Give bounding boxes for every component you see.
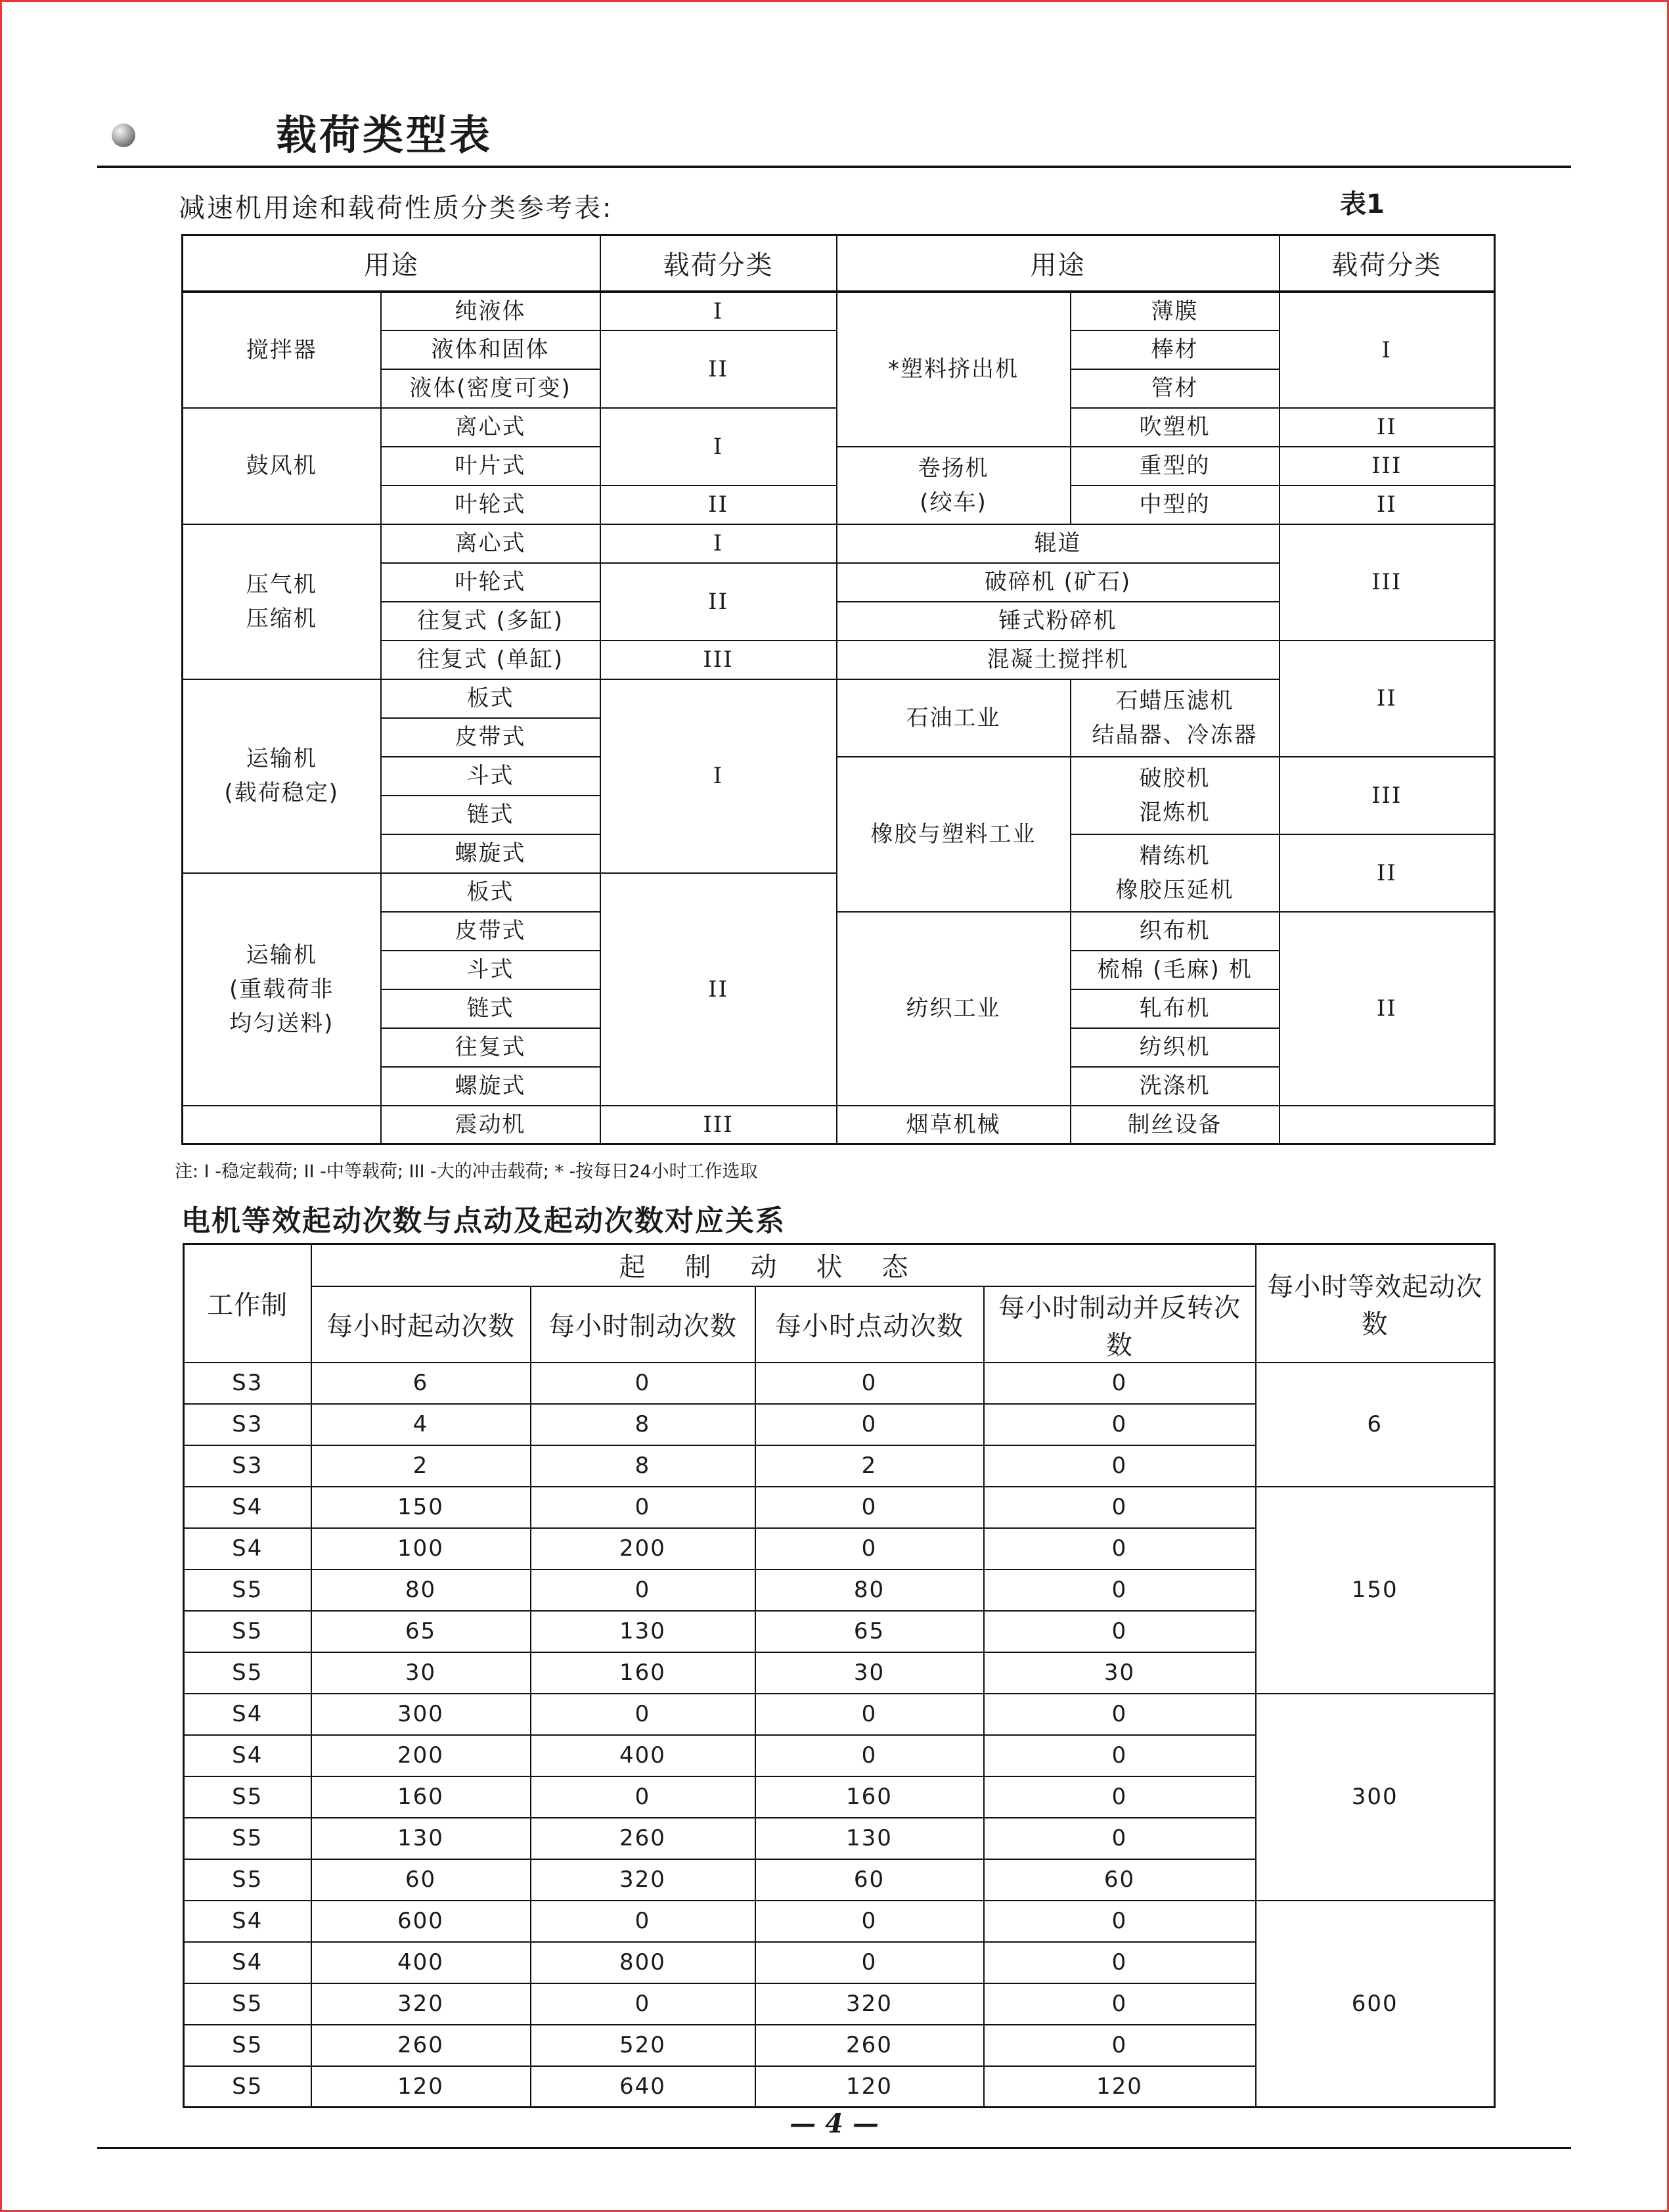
table-cell: 320 [531,1859,755,1901]
table-cell: 100 [311,1528,531,1569]
conveyor-stable-name: 运输机 (载荷稳定) [183,679,381,873]
load-class: II [600,563,837,641]
petro-items: 石蜡压滤机 结晶器、冷冻器 [1071,679,1280,757]
extruder-item: 管材 [1071,369,1280,408]
extruder-item: 棒材 [1071,330,1280,369]
table-cell: S3 [184,1445,311,1487]
load-class: II [1280,834,1495,912]
equivalent-cell: 300 [1256,1694,1495,1901]
table-cell: 65 [311,1611,531,1652]
table-cell: S4 [184,1528,311,1569]
table-cell: S5 [184,1983,311,2025]
mixer-item: 液体和固体 [381,330,600,369]
textile-item: 织布机 [1071,912,1280,951]
table-cell: 120 [755,2066,984,2108]
table-cell: 120 [984,2066,1256,2108]
table-cell: 200 [531,1528,755,1569]
header-reverse: 每小时制动并反转次数 [984,1286,1256,1363]
table-cell: 0 [984,1735,1256,1776]
concrete-mixer: 混凝土搅拌机 [837,641,1280,679]
conveyor-item: 斗式 [381,757,600,796]
table-cell: 0 [531,1569,755,1611]
table-cell: 0 [984,1983,1256,2025]
table-cell: 30 [311,1652,531,1694]
load-class: III [1280,447,1495,485]
load-class: II [1280,912,1495,1106]
tobacco-name: 烟草机械 [837,1106,1071,1144]
table-row [184,1363,1495,1404]
extruder-item: 吹塑机 [1071,408,1280,447]
rubber-name: 橡胶与塑料工业 [837,757,1071,912]
table-cell: 0 [984,1404,1256,1445]
header-use-right: 用途 [837,235,1280,292]
load-class: I [600,292,837,330]
load-classification-table [181,234,1496,1145]
table-cell: 0 [984,1942,1256,1983]
header-jogs: 每小时点动次数 [755,1286,984,1363]
table-cell: 0 [755,1694,984,1735]
blower-item: 离心式 [381,408,600,447]
footer-rule [97,2147,1571,2149]
header-duty: 工作制 [184,1244,311,1363]
header-class-right: 载荷分类 [1280,235,1495,292]
table-cell: 60 [984,1859,1256,1901]
table-cell: 0 [755,1487,984,1528]
table-cell: S3 [184,1363,311,1404]
equivalent-cell: 6 [1256,1363,1495,1487]
compressor-item: 离心式 [381,524,600,563]
load-class: I [600,524,837,563]
blower-name: 鼓风机 [183,408,381,524]
table-cell: S5 [184,1569,311,1611]
extruder-name: *塑料挤出机 [837,292,1071,447]
table-cell: 160 [755,1776,984,1818]
load-class: I [1280,292,1495,408]
table-cell: S4 [184,1735,311,1776]
table-cell: 260 [531,1818,755,1859]
table-cell: S4 [184,1487,311,1528]
conveyor-item: 斗式 [381,951,600,989]
table-cell: 160 [311,1776,531,1818]
rubber-items-2: 精练机 橡胶压延机 [1071,834,1280,912]
textile-item: 梳棉 (毛麻) 机 [1071,951,1280,989]
table-cell: 600 [311,1901,531,1942]
conveyor-item: 螺旋式 [381,834,600,873]
table-cell: S5 [184,2025,311,2066]
table-cell: 8 [531,1404,755,1445]
empty-cell [183,1106,381,1144]
table-cell: 30 [755,1652,984,1694]
extruder-item: 薄膜 [1071,292,1280,330]
conveyor-item: 往复式 [381,1028,600,1067]
rubber-items-1: 破胶机 混炼机 [1071,757,1280,834]
load-class: III [1280,524,1495,641]
page-title: 载荷类型表 [276,111,493,159]
table-cell: 150 [311,1487,531,1528]
table-cell: S5 [184,1859,311,1901]
header-class-left: 载荷分类 [600,235,837,292]
table-cell: 0 [984,2025,1256,2066]
table-cell: 0 [984,1776,1256,1818]
table-row [184,1487,1495,1528]
table-cell: S5 [184,2066,311,2108]
table-cell: 130 [311,1818,531,1859]
textile-name: 纺织工业 [837,912,1071,1106]
vibrator: 震动机 [381,1106,600,1144]
compressor-name: 压气机 压缩机 [183,524,381,679]
table-cell: 0 [531,1776,755,1818]
table-cell: S5 [184,1611,311,1652]
table-cell: 640 [531,2066,755,2108]
table-cell: 65 [755,1611,984,1652]
header-starts: 每小时起动次数 [311,1286,531,1363]
crusher: 破碎机 (矿石) [837,563,1280,602]
winch-item: 中型的 [1071,485,1280,524]
load-class: II [600,330,837,408]
table-row [183,292,1495,330]
table-cell: 0 [755,1942,984,1983]
table-cell: 2 [311,1445,531,1487]
textile-item: 纺织机 [1071,1028,1280,1067]
conveyor-item: 板式 [381,873,600,912]
table-cell: 2 [755,1445,984,1487]
table-cell: 60 [311,1859,531,1901]
table-cell: 130 [531,1611,755,1652]
conveyor-heavy-name: 运输机 (重载荷非 均匀送料) [183,873,381,1106]
load-class: III [600,1106,837,1144]
table-cell: 0 [984,1445,1256,1487]
mixer-item: 液体(密度可变) [381,369,600,408]
table1-caption: 减速机用途和载荷性质分类参考表: [179,193,613,223]
table-cell: 0 [755,1528,984,1569]
table-cell: 0 [531,1901,755,1942]
load-class: II [600,485,837,524]
load-class: III [1280,757,1495,834]
motor-start-table-body [184,1363,1495,2108]
table-cell: 130 [755,1818,984,1859]
table-cell: 200 [311,1735,531,1776]
compressor-item: 往复式 (单缸) [381,641,600,679]
table-cell: 60 [755,1859,984,1901]
load-class: III [600,641,837,679]
table-cell: 80 [755,1569,984,1611]
table-cell: 0 [531,1363,755,1404]
compressor-item: 往复式 (多缸) [381,602,600,641]
petro-name: 石油工业 [837,679,1071,757]
table-cell: S5 [184,1776,311,1818]
table-cell: 0 [755,1404,984,1445]
load-class: I [600,408,837,485]
conveyor-item: 螺旋式 [381,1067,600,1106]
table-cell: 0 [984,1901,1256,1942]
table-cell: 8 [531,1445,755,1487]
load-class: II [600,873,837,1106]
table-cell: 30 [984,1652,1256,1694]
table-cell: 0 [984,1694,1256,1735]
table-row [184,1901,1495,1942]
table-cell: 0 [984,1569,1256,1611]
table-row [184,1694,1495,1735]
compressor-item: 叶轮式 [381,563,600,602]
table-cell: 0 [984,1528,1256,1569]
table-cell: 400 [311,1942,531,1983]
conveyor-item: 皮带式 [381,912,600,951]
table-cell: 260 [311,2025,531,2066]
table-row [183,1106,1495,1144]
roller-table: 辊道 [837,524,1280,563]
table-cell: 160 [531,1652,755,1694]
textile-item: 洗涤机 [1071,1067,1280,1106]
table-cell: S4 [184,1694,311,1735]
table-cell: 0 [755,1901,984,1942]
table-cell: 300 [311,1694,531,1735]
table-cell: 0 [984,1818,1256,1859]
table-cell: 0 [531,1694,755,1735]
table-cell: 120 [311,2066,531,2108]
table-cell: S5 [184,1652,311,1694]
hammer-mill: 锤式粉碎机 [837,602,1280,641]
equivalent-cell: 600 [1256,1901,1495,2108]
table-cell: 260 [755,2025,984,2066]
table-cell: 0 [755,1363,984,1404]
table-cell: 520 [531,2025,755,2066]
table-cell: S4 [184,1942,311,1983]
blower-item: 叶轮式 [381,485,600,524]
table-cell: 6 [311,1363,531,1404]
conveyor-item: 皮带式 [381,718,600,757]
table-cell: 0 [984,1487,1256,1528]
table-cell: S3 [184,1404,311,1445]
winch-name: 卷扬机 (绞车) [837,447,1071,524]
mixer-name: 搅拌器 [183,292,381,408]
equivalent-cell: 150 [1256,1487,1495,1694]
table1-label: 表1 [1340,189,1385,219]
tobacco-item: 制丝设备 [1071,1106,1280,1144]
load-class: II [1280,485,1495,524]
table-cell: S4 [184,1901,311,1942]
empty-cell [1280,1106,1495,1144]
table-cell: 80 [311,1569,531,1611]
motor-start-table [183,1243,1496,2108]
table1-note: 注: I -稳定载荷; II -中等载荷; III -大的冲击载荷; * -按每日24小时工作选取 [175,1162,758,1182]
table-cell: S5 [184,1818,311,1859]
load-class: II [1280,641,1495,757]
table-cell: 0 [531,1487,755,1528]
header-equivalent: 每小时等效起动次数 [1256,1244,1495,1363]
textile-item: 轧布机 [1071,989,1280,1028]
conveyor-item: 板式 [381,679,600,718]
table-cell: 0 [755,1735,984,1776]
table-cell: 800 [531,1942,755,1983]
load-class: II [1280,408,1495,447]
load-class: I [600,679,837,873]
table-cell: 0 [531,1983,755,2025]
table-cell: 0 [984,1611,1256,1652]
blower-item: 叶片式 [381,447,600,485]
table-row [183,524,1495,563]
table-cell: 4 [311,1404,531,1445]
conveyor-item: 链式 [381,796,600,834]
header-brakes: 每小时制动次数 [531,1286,755,1363]
winch-item: 重型的 [1071,447,1280,485]
header-rule [97,166,1571,168]
conveyor-item: 链式 [381,989,600,1028]
table-cell: 0 [984,1363,1256,1404]
mixer-item: 纯液体 [381,292,600,330]
table-cell: 320 [755,1983,984,2025]
bullet-icon [112,124,135,147]
header-use-left: 用途 [183,235,600,292]
table-cell: 400 [531,1735,755,1776]
table-cell: 320 [311,1983,531,2025]
page-number: — 4 — [790,2108,879,2139]
header-state: 起制动状态 [311,1244,1256,1286]
table2-caption: 电机等效起动次数与点动及起动次数对应关系 [181,1204,786,1238]
